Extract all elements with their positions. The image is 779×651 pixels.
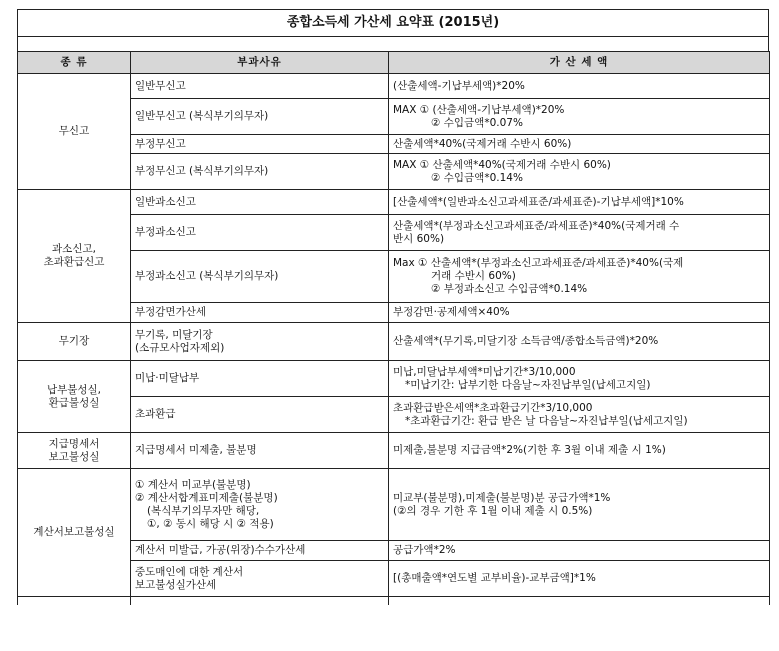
reason-cell: 중도매인에 대한 계산서 보고불성실가산세 (131, 561, 389, 597)
header-amount: 가 산 세 액 (389, 52, 770, 74)
type-cell-statement: 지급명세서 보고불성실 (18, 433, 131, 469)
amount-cell: 산출세액*(부정과소신고과세표준/과세표준)*40%(국제거래 수 반시 60%) (389, 215, 770, 251)
type-cell-underreport: 과소신고, 초과환급신고 (18, 190, 131, 323)
reason-cell: 부정무신고 (복식부기의무자) (131, 154, 389, 190)
table-row (18, 154, 770, 190)
table-row (18, 323, 770, 361)
table-row (18, 433, 770, 469)
reason-cell: 지급명세서 미제출, 불분명 (131, 433, 389, 469)
blank-row (17, 36, 769, 51)
table-row-trailing (18, 597, 770, 605)
reason-cell: 계산서 미발급, 가공(위장)수수가산세 (131, 541, 389, 561)
amount-cell: 산출세액*(무기록,미달기장 소득금액/종합소득금액)*20% (389, 323, 770, 361)
table-row (18, 397, 770, 433)
reason-cell: 일반과소신고 (131, 190, 389, 215)
table-row (18, 541, 770, 561)
amount-cell: 미제출,불분명 지급금액*2%(기한 후 3월 이내 제출 시 1%) (389, 433, 770, 469)
amount-cell: 초과환급받은세액*초과환급기간*3/10,000 *초과환급기간: 환급 받은 날 다음날~자진납부일(납세고지일) (389, 397, 770, 433)
amount-cell: Max ① 산출세액*(부정과소신고과세표준/과세표준)*40%(국제 거래 수반시 60%) ② 부정과소신고 수입금액*0.14% (389, 251, 770, 303)
table-row (18, 469, 770, 541)
amount-cell: MAX ① (산출세액-기납부세액)*20% ② 수입금액*0.07% (389, 99, 770, 135)
header-type: 종 류 (18, 52, 131, 74)
penalty-table (17, 51, 770, 605)
table-row (18, 251, 770, 303)
reason-cell: 부정과소신고 (131, 215, 389, 251)
amount-cell: [산출세액*(일반과소신고과세표준/과세표준)-기납부세액]*10% (389, 190, 770, 215)
amount-cell: 미납,미달납부세액*미납기간*3/10,000 *미납기간: 납부기한 다음날~자진납부일(납세고지일) (389, 361, 770, 397)
summary-sheet (17, 9, 769, 605)
table-row (18, 361, 770, 397)
reason-cell: 부정감면가산세 (131, 303, 389, 323)
table-row (18, 215, 770, 251)
table-row (18, 74, 770, 99)
reason-cell: 부정무신고 (131, 135, 389, 154)
table-row (18, 190, 770, 215)
amount-cell: (산출세액-기납부세액)*20% (389, 74, 770, 99)
amount-cell: [(총매출액*연도별 교부비율)-교부금액]*1% (389, 561, 770, 597)
table-row (18, 303, 770, 323)
reason-cell: ① 계산서 미교부(불분명) ② 계산서합계표미제출(불분명) (복식부기의무자만 해당, ①, ② 동시 해당 시 ② 적용) (131, 469, 389, 541)
header-row (18, 52, 770, 74)
type-cell-no-filing: 무신고 (18, 74, 131, 190)
amount-cell: 부정감면·공제세액×40% (389, 303, 770, 323)
reason-cell: 미납·미달납부 (131, 361, 389, 397)
page-title: 종합소득세 가산세 요약표 (2015년) (17, 9, 769, 36)
amount-cell: 산출세액*40%(국제거래 수반시 60%) (389, 135, 770, 154)
header-reason: 부과사유 (131, 52, 389, 74)
type-cell-payment: 납부불성실, 환급불성실 (18, 361, 131, 433)
amount-cell: 공급가액*2% (389, 541, 770, 561)
reason-cell: 일반무신고 (복식부기의무자) (131, 99, 389, 135)
type-cell-no-bookkeeping: 무기장 (18, 323, 131, 361)
reason-cell: 무기록, 미달기장 (소규모사업자제외) (131, 323, 389, 361)
reason-cell: 부정과소신고 (복식부기의무자) (131, 251, 389, 303)
table-row (18, 561, 770, 597)
amount-cell: MAX ① 산출세액*40%(국제거래 수반시 60%) ② 수입금액*0.14% (389, 154, 770, 190)
amount-cell: 미교부(불분명),미제출(불분명)분 공급가액*1% (②의 경우 기한 후 1월 이내 제출 시 0.5%) (389, 469, 770, 541)
table-row (18, 135, 770, 154)
reason-cell: 초과환급 (131, 397, 389, 433)
table-row (18, 99, 770, 135)
type-cell-invoice: 계산서보고불성실 (18, 469, 131, 597)
reason-cell: 일반무신고 (131, 74, 389, 99)
